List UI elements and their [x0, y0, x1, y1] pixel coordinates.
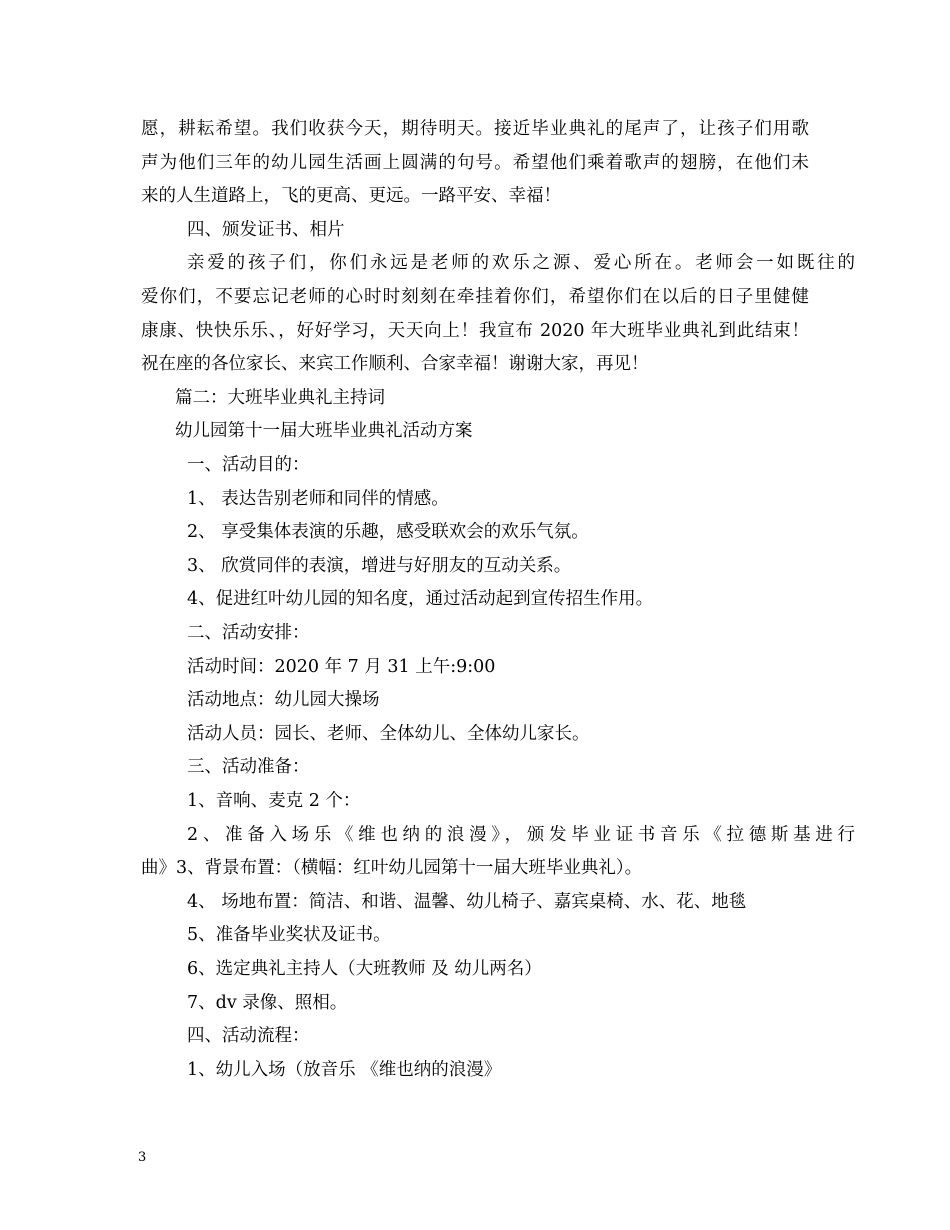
- text-line: 1、幼儿入场（放音乐 《维也纳的浪漫》: [187, 1059, 502, 1080]
- text-line: 三、活动准备：: [187, 757, 310, 778]
- text-line: 二、活动安排：: [187, 623, 310, 643]
- text-line: 一、活动目的：: [187, 455, 310, 475]
- text-line: 活动地点：幼儿园大操场: [187, 690, 380, 711]
- text-line: 声为他们三年的幼儿园生活画上圆满的句号。希望他们乘着歌声的翅膀，在他们未: [141, 152, 809, 173]
- text-line: 篇二：大班毕业典礼主持词: [175, 387, 385, 408]
- text-line: 愿，耕耘希望。我们收获今天，期待明天。接近毕业典礼的尾声了，让孩子们用歌: [141, 119, 809, 139]
- text-line: 曲》3、背景布置：（横幅：红叶幼儿园第十一届大班毕业典礼）。: [141, 858, 643, 879]
- text-line: 亲爱的孩子们，你们永远是老师的欢乐之源、爱心所在。老师会一如既往的: [187, 253, 855, 274]
- text-line: 爱你们，不要忘记老师的心时时刻刻在牵挂着你们，希望你们在以后的日子里健健: [141, 287, 809, 307]
- text-line: 来的人生道路上，飞的更高、更远。一路平安、幸福！: [141, 186, 561, 207]
- text-line: 1、 表达告别老师和同伴的情感。: [187, 488, 449, 509]
- text-line: 3、 欣赏同伴的表演，增进与好朋友的互动关系。: [187, 555, 572, 576]
- text-line: 康康、快快乐乐、，好好学习，天天向上！我宣布 2020 年大班毕业典礼到此结束！: [141, 320, 809, 341]
- text-line: 四、活动流程：: [187, 1026, 310, 1047]
- text-line: 2、 享受集体表演的乐趣，感受联欢会的欢乐气氛。: [187, 522, 589, 543]
- text-line: 1、音响、麦克 2 个：: [187, 791, 361, 811]
- text-line: 6、选定典礼主持人（大班教师 及 幼儿两名）: [187, 959, 542, 979]
- text-line: 活动人员：园长、老师、全体幼儿、全体幼儿家长。: [187, 723, 590, 744]
- page-number: 3: [138, 1150, 147, 1165]
- text-line: 祝在座的各位家长、来宾工作顺利、合家幸福！谢谢大家，再见！: [141, 354, 649, 375]
- text-line: 4、促进红叶幼儿园的知名度，通过活动起到宣传招生作用。: [187, 589, 654, 610]
- text-line: 幼儿园第十一届大班毕业典礼活动方案: [175, 421, 473, 442]
- text-line: 5、准备毕业奖状及证书。: [187, 925, 391, 946]
- text-line: 活动时间：2020 年 7 月 31 上午:9:00: [187, 656, 496, 677]
- text-line: 4、 场地布置：简洁、和谐、温馨、幼儿椅子、嘉宾桌椅、水、花、地毯: [187, 891, 747, 912]
- text-line: 四、颁发证书、相片: [187, 219, 345, 240]
- text-line: 2、准备入场乐《维也纳的浪漫》，颁发毕业证书音乐《拉德斯基进行: [187, 824, 855, 845]
- text-line: 7、dv 录像、照相。: [187, 992, 348, 1013]
